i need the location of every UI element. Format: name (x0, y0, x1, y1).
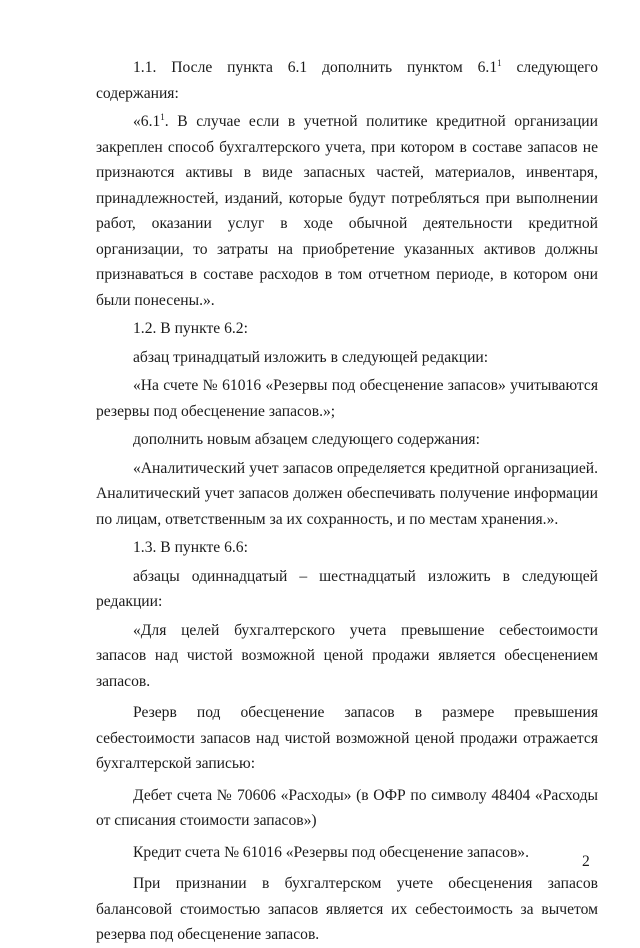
document-body (96, 55, 598, 948)
paragraph-account-61016: «На счете № 61016 «Резервы под обесценение запасов» учитываются резервы под обесценение запасов.»; (96, 377, 598, 420)
paragraph-debit: Дебет счета № 70606 «Расходы» (в ОФР по символу 48404 «Расходы от списания стоимости запасов») (96, 786, 598, 829)
paragraph-impairment-definition: «Для целей бухгалтерского учета превышение себестоимости запасов над чистой возможной ценой продажи является обесценением запасов. (96, 621, 598, 690)
paragraph-reserve: Резерв под обесценение запасов в размере превышения себестоимости запасов над чистой возможной ценой продажи отражается бухгалтерской записью: (96, 704, 598, 772)
paragraph-1-1 (96, 55, 598, 106)
superscript-1: 1 (497, 58, 502, 68)
paragraph-1-2: 1.2. В пункте 6.2: (133, 320, 248, 337)
paragraph-add-new: дополнить новым абзацем следующего содержания: (133, 431, 480, 448)
paragraph-1-3: 1.3. В пункте 6.6: (133, 539, 248, 556)
paragraph-analytics: «Аналитический учет запасов определяется кредитной организацией. Аналитический учет запасов должен обеспечивать получение информации по лицам, ответственным за их сохранность, и по местам хранения.». (96, 459, 598, 528)
paragraph-abzac-13: абзац тринадцатый изложить в следующей редакции: (133, 348, 489, 366)
paragraph-6-1-1 (96, 109, 598, 313)
paragraph-credit: Кредит счета № 61016 «Резервы под обесценение запасов». (133, 843, 529, 861)
paragraph-abzacy-11-16: абзацы одиннадцатый – шестнадцатый изложить в следующей редакции: (96, 567, 598, 610)
paragraph-6-1-1-text: . В случае если в учетной политике кредитной организации закреплен способ бухгалтерского учета, при котором в составе запасов не признаются активы в виде запасных частей, материалов, инвентаря, принадлежностей, изданий, которые будут потребляться при выполнении работ, оказании услуг в ходе обычной деятельности кредитной организации, то затраты на приобретение указанных активов должны признаваться в составе расходов в том отчетном периоде, в котором они были понесены.». (96, 113, 598, 309)
superscript-2: 1 (160, 112, 165, 122)
paragraph-1-1-tail: следующего содержания: (96, 59, 598, 102)
paragraph-6-1-1-lead: «6.1 (133, 113, 161, 130)
page-number: 2 (582, 853, 590, 870)
paragraph-balance-value: При признании в бухгалтерском учете обесценения запасов балансовой стоимостью запасов является их себестоимость за вычетом резерва под обесценение запасов. (96, 875, 598, 943)
paragraph-1-1-text: 1.1. После пункта 6.1 дополнить пунктом 6.1 (133, 59, 498, 76)
